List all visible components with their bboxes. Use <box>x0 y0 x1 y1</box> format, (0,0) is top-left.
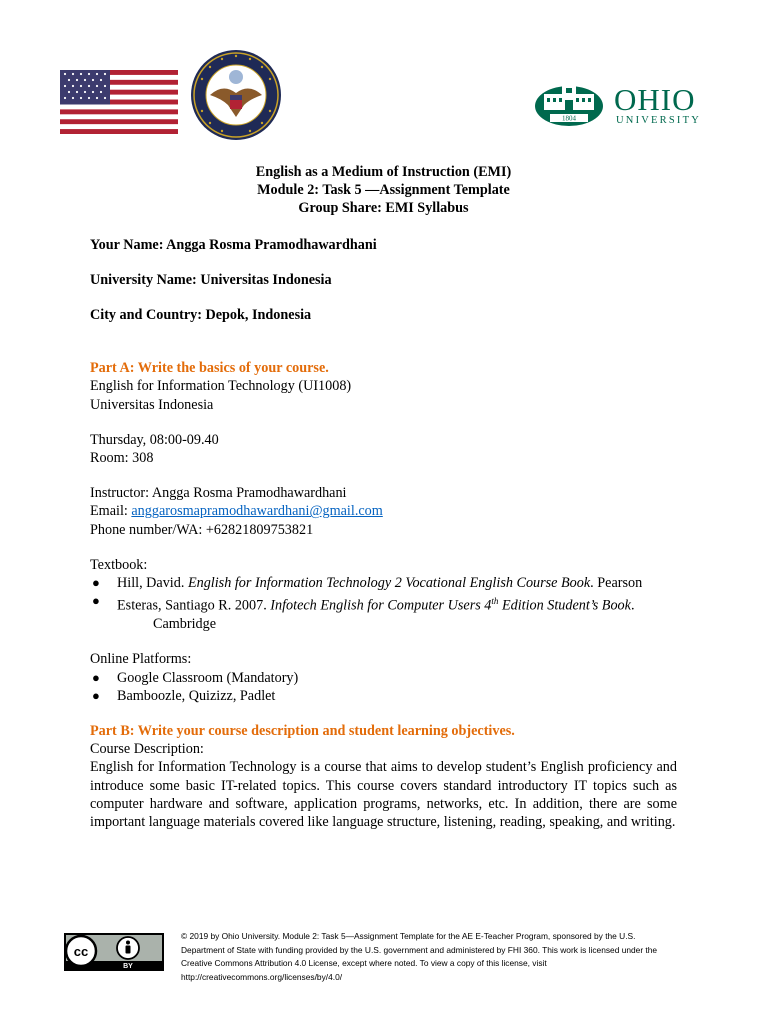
instructor-name: Instructor: Angga Rosma Pramodhawardhani <box>90 485 347 502</box>
bullet-icon: ● <box>92 687 100 703</box>
ohio-year-text: 1804 <box>562 114 576 123</box>
list-item <box>90 669 677 687</box>
document-body <box>90 163 677 831</box>
city-country-field: City and Country: Depok, Indonesia <box>90 307 312 324</box>
ohio-university-subtitle: UNIVERSITY <box>616 115 701 126</box>
part-b-heading: Part B: Write your course description and student learning objectives. <box>90 723 515 739</box>
ohio-university-logo <box>534 80 714 130</box>
institution-name: Universitas Indonesia <box>90 396 214 413</box>
ohio-wordmark: OHIO <box>614 82 696 117</box>
license-line-3: Creative Commons Attribution 4.0 License, except where noted. To view a copy of this license, visit <box>181 958 547 969</box>
textbook-1-publisher: . Pearson <box>590 575 643 592</box>
title-line-1: English as a Medium of Instruction (EMI) <box>255 164 512 180</box>
textbook-label: Textbook: <box>90 556 148 573</box>
textbook-2-publisher: Cambridge <box>153 616 217 633</box>
title-line-2: Module 2: Task 5 —Assignment Template <box>257 182 510 199</box>
cc-by-license-icon <box>64 933 164 971</box>
cc-text: cc <box>73 944 89 959</box>
document-title-block <box>90 163 677 218</box>
textbook-1-title: English for Information Technology 2 Vocational English Course Book <box>187 575 591 592</box>
title-line-3: Group Share: EMI Syllabus <box>298 200 469 217</box>
list-item <box>90 574 677 592</box>
platform-2: Bamboozle, Quizizz, Padlet <box>117 687 276 704</box>
list-item <box>90 592 677 615</box>
textbook-2-title-a: Infotech English for Computer Users 4 <box>270 597 492 614</box>
header-logos <box>0 0 768 160</box>
part-a-heading: Part A: Write the basics of your course. <box>90 360 329 377</box>
phone-number: Phone number/WA: +62821809753821 <box>90 521 314 538</box>
email-line <box>90 502 677 520</box>
license-footer <box>0 930 768 990</box>
online-platforms-label: Online Platforms: <box>90 651 192 668</box>
bullet-icon: ● <box>92 669 100 685</box>
textbook-1-author: Hill, David. <box>117 575 188 592</box>
course-description-label: Course Description: <box>90 741 204 758</box>
us-flag-icon <box>60 70 178 134</box>
bullet-icon: ● <box>92 575 100 591</box>
license-line-1: © 2019 by Ohio University. Module 2: Task 5—Assignment Template for the AE E-Teacher Program, sponsored by the U.S. <box>181 931 636 941</box>
textbook-2-superscript: th <box>491 596 499 607</box>
platform-1: Google Classroom (Mandatory) <box>117 669 299 686</box>
license-line-2: Department of State with funding provided by the U.S. government and administered by FHI 360. This work is licensed under the <box>181 944 658 955</box>
your-name-field: Your Name: Angga Rosma Pramodhawardhani <box>90 236 377 253</box>
course-description-text: English for Information Technology is a course that aims to develop student’s English proficiency and introduce some basic IT-related topics. This course covers standard introductory IT topics such as computer hardware and software, application programs, networks, etc. In addition, there are some important language materials covered like language structure, listening, reading, speaking, and writing. <box>90 759 677 831</box>
license-line-4: http://creativecommons.org/licenses/by/4.0/ <box>181 971 343 982</box>
textbook-list <box>90 574 677 615</box>
textbook-2-title-b: Edition Student’s Book <box>498 597 631 614</box>
email-link[interactable]: anggarosmapramodhawardhani@gmail.com <box>131 503 383 520</box>
by-text: BY <box>123 963 133 970</box>
class-room: Room: 308 <box>90 450 154 467</box>
course-name: English for Information Technology (UI1008) <box>90 378 352 395</box>
department-of-state-seal-icon <box>190 47 282 143</box>
license-text <box>181 930 721 984</box>
class-schedule: Thursday, 08:00-09.40 <box>90 431 219 448</box>
bullet-icon: ● <box>92 593 100 609</box>
textbook-2-author: Esteras, Santiago R. 2007. <box>117 597 271 614</box>
ohio-cupola-icon <box>534 80 604 128</box>
platform-list <box>90 669 677 705</box>
university-name-field: University Name: Universitas Indonesia <box>90 271 332 288</box>
textbook-2-period: . <box>630 597 635 614</box>
list-item <box>90 687 677 705</box>
email-label: Email: <box>90 503 132 520</box>
